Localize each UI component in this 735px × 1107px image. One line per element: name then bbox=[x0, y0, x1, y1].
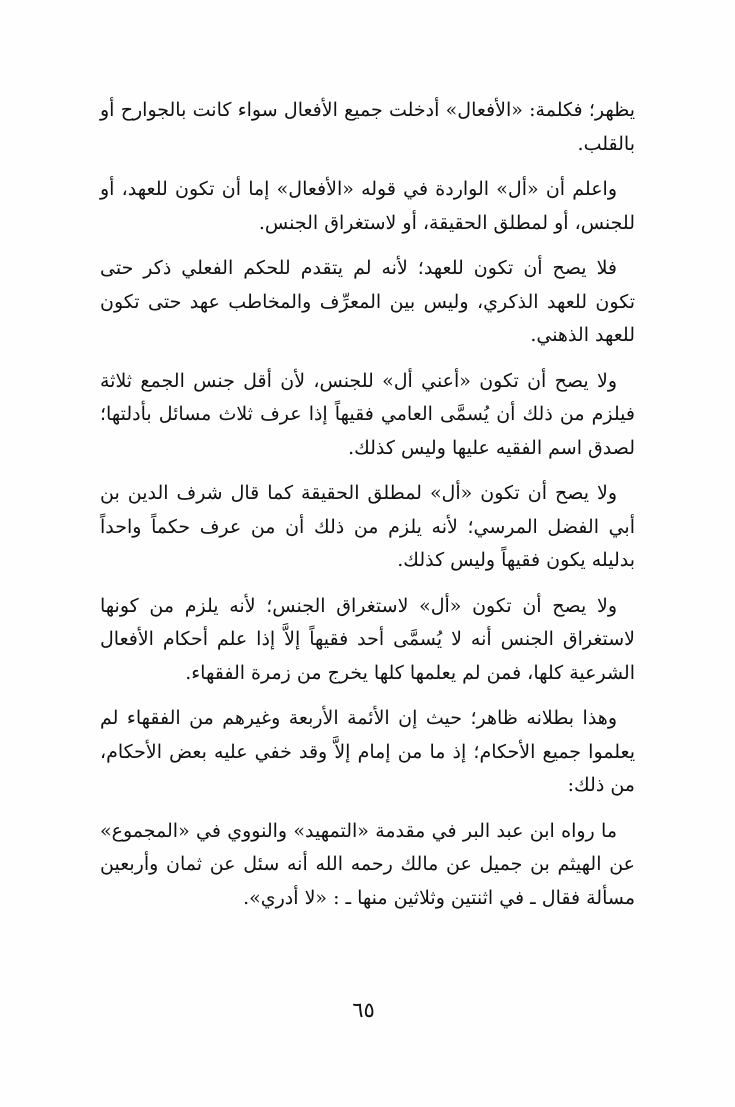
paragraph-6: ولا يصح أن تكون «أل» لاستغراق الجنس؛ لأنه يلزم من كونها لاستغراق الجنس أنه لا يُسمَّى أحد فقيهاً إلاَّ إذا علم أحكام الأفعال الشرعية كلها، فمن لم يعلمها كلها يخرج من زمرة الفقهاء. bbox=[100, 594, 635, 684]
paragraph-4: ولا يصح أن تكون «أعني أل» للجنس، لأن أقل جنس الجمع ثلاثة فيلزم من ذلك أن يُسمَّى العامي فقيهاً إذا عرف ثلاث مسائل بأدلتها؛ لصدق اسم الفقيه عليها وليس كذلك. bbox=[100, 369, 635, 459]
page-number: ٦٥ bbox=[352, 998, 375, 1022]
paragraph-3: فلا يصح أن تكون للعهد؛ لأنه لم يتقدم للحكم الفعلي ذكر حتى تكون للعهد الذكري، وليس بين المعرِّف والمخاطب عهد حتى تكون للعهد الذهني. bbox=[100, 257, 635, 346]
paragraph-2: واعلم أن «أل» الواردة في قوله «الأفعال» إما أن تكون للعهد، أو للجنس، أو لمطلق الحقيقة، أو لاستغراق الجنس. bbox=[100, 178, 635, 234]
paragraph-8: ما رواه ابن عبد البر في مقدمة «التمهيد» والنووي في «المجموع» عن الهيثم بن جميل عن مالك رحمه الله أنه سئل عن ثمان وأربعين مسألة فقال ـ في اثنتين وثلاثين منها ـ : «لا أدري». bbox=[100, 819, 635, 909]
paragraph-7: وهذا بطلانه ظاهر؛ حيث إن الأئمة الأربعة وغيرهم من الفقهاء لم يعلموا جميع الأحكام؛ إذ ما من إمام إلاَّ وقد خفي عليه بعض الأحكام، من ذلك: bbox=[100, 707, 635, 796]
body-text bbox=[100, 94, 635, 927]
paragraph-5: ولا يصح أن تكون «أل» لمطلق الحقيقة كما قال شرف الدين بن أبي الفضل المرسي؛ لأنه يلزم من ذلك أن من عرف حكماً واحداً بدليله يكون فقيهاً وليس كذلك. bbox=[100, 482, 635, 571]
paragraph-1: يظهر؛ فكلمة: «الأفعال» أدخلت جميع الأفعال سواء كانت بالجوارح أو بالقلب. bbox=[100, 99, 635, 155]
